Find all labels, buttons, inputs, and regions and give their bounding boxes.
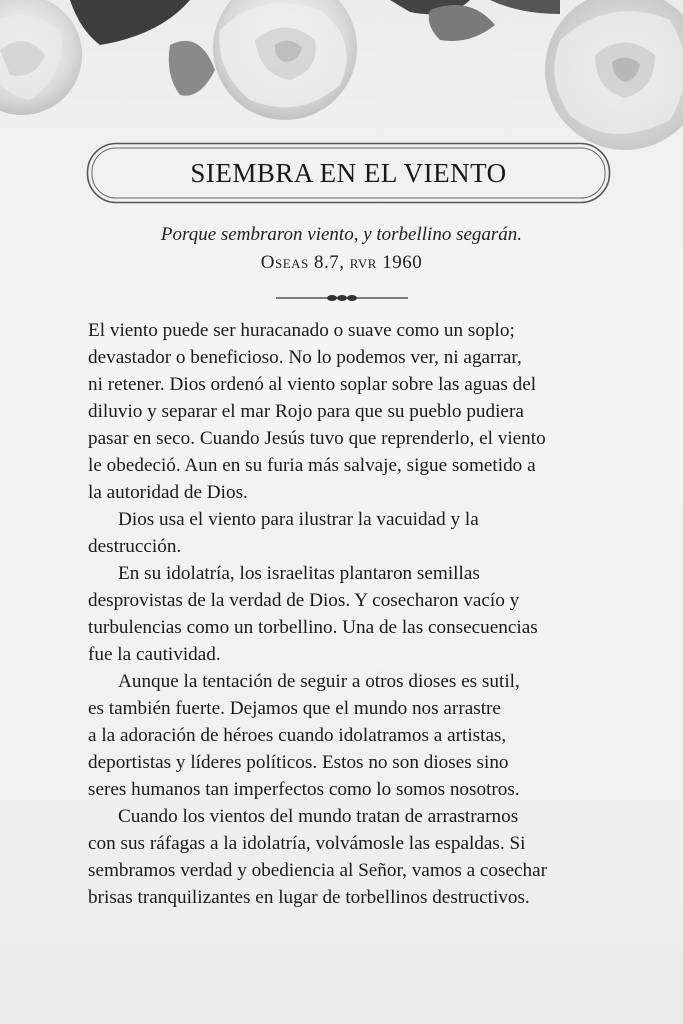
title-frame: [86, 142, 611, 204]
paragraph-1: [88, 317, 628, 506]
text-line: pasar en seco. Cuando Jesús tuvo que reprenderlo, el viento: [88, 428, 546, 449]
text-line: a la adoración de héroes cuando idolatramos a artistas,: [88, 725, 507, 746]
paragraph-2: [88, 506, 628, 560]
text-line: ni retener. Dios ordenó al viento soplar sobre las aguas del: [88, 374, 537, 395]
paragraph-4: [88, 668, 628, 803]
divider-ornament: [276, 292, 408, 304]
text-line: En su idolatría, los israelitas plantaron semillas: [118, 563, 480, 584]
text-line: devastador o beneficioso. No lo podemos ver, ni agarrar,: [88, 347, 522, 368]
paragraph-5: [88, 803, 628, 911]
text-line: diluvio y separar el mar Rojo para que su pueblo pudiera: [88, 401, 524, 422]
text-line: es también fuerte. Dejamos que el mundo nos arrastre: [88, 698, 501, 719]
text-line: sembramos verdad y obediencia al Señor, vamos a cosechar: [88, 860, 548, 881]
text-line: le obedeció. Aun en su furia más salvaje, sigue sometido a: [88, 455, 536, 476]
text-line: seres humanos tan imperfectos como lo somos nosotros.: [88, 779, 520, 800]
text-line: El viento puede ser huracanado o suave como un soplo;: [88, 320, 515, 341]
devotional-text: [88, 317, 628, 911]
text-line: deportistas y líderes políticos. Estos no son dioses sino: [88, 752, 509, 773]
text-line: Aunque la tentación de seguir a otros dioses es sutil,: [118, 671, 520, 692]
text-line: con sus ráfagas a la idolatría, volvámosle las espaldas. Si: [88, 833, 526, 854]
text-line: desprovistas de la verdad de Dios. Y cosecharon vacío y: [88, 590, 520, 611]
epigraph-verse: Porque sembraron viento, y torbellino segarán.: [160, 224, 523, 245]
text-line: fue la cautividad.: [88, 644, 221, 665]
text-line: turbulencias como un torbellino. Una de las consecuencias: [88, 617, 538, 638]
text-line: Dios usa el viento para ilustrar la vacuidad y la: [118, 509, 479, 530]
text-line: brisas tranquilizantes en lugar de torbellinos destructivos.: [88, 887, 530, 908]
text-line: destrucción.: [88, 536, 182, 557]
flower-decoration: [0, 0, 683, 150]
text-line: Cuando los vientos del mundo tratan de arrastrarnos: [118, 806, 519, 827]
paragraph-3: [88, 560, 628, 668]
page-title: SIEMBRA EN EL VIENTO: [190, 158, 507, 188]
text-line: la autoridad de Dios.: [88, 482, 248, 503]
verse-reference: Oseas 8.7, rvr 1960: [260, 252, 423, 273]
